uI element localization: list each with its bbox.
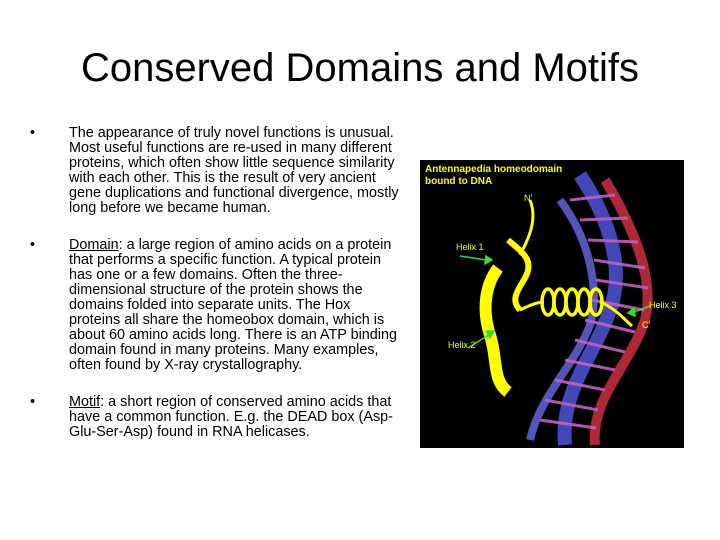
helix-2-label: Helix 2 [448, 340, 476, 350]
slide-title: Conserved Domains and Motifs [80, 46, 640, 90]
figure-caption-line2: bound to DNA [425, 176, 493, 187]
bullet-body: : a large region of amino acids on a protein that performs a specific function. A typical protein has one or a few domains. Often the three-dimensional structure of the protein shows the domains folded into separate units. The Hox proteins all share the homeobox domain, which is about 60 amino acids long. There is an ATP binding domain found in many proteins. Many examples, often found by X-ray crystallography. [69, 237, 398, 373]
bullet-body: The appearance of truly novel functions is unusual. Most useful functions are re-used in many different proteins, which often show little sequence similarity with each other. This is the result of very ancient gene duplications and functional divergence, mostly long before we became human. [69, 125, 399, 216]
bullet-item-novel-functions [30, 126, 410, 216]
bullet-text [69, 395, 404, 440]
n-terminus-label: N' [524, 193, 533, 203]
figure-caption [425, 164, 562, 188]
helix-1-label: Helix 1 [456, 242, 484, 252]
bullet-term-motif: Motif [69, 394, 101, 410]
bullet-marker: • [30, 237, 36, 253]
bullet-marker: • [30, 125, 36, 141]
bullet-item-motif [30, 395, 410, 440]
protein-dna-illustration [420, 160, 684, 448]
homeodomain-structure-image [420, 160, 684, 448]
bullet-text [69, 238, 404, 373]
figure-caption-line1: Antennapedia homeodomain [425, 164, 563, 175]
bullet-term-domain: Domain [69, 237, 119, 253]
bullet-item-domain [30, 238, 410, 373]
bullet-marker: • [30, 394, 36, 410]
c-terminus-label: C' [642, 320, 651, 330]
bullet-list [30, 126, 410, 440]
bullet-body: : a short region of conserved amino acids that have a common function. E.g. the DEAD box (Asp-Glu-Ser-Asp) found in RNA helicases. [69, 394, 393, 440]
bullet-text [69, 126, 404, 216]
helix-3-label: Helix 3 [649, 300, 677, 310]
